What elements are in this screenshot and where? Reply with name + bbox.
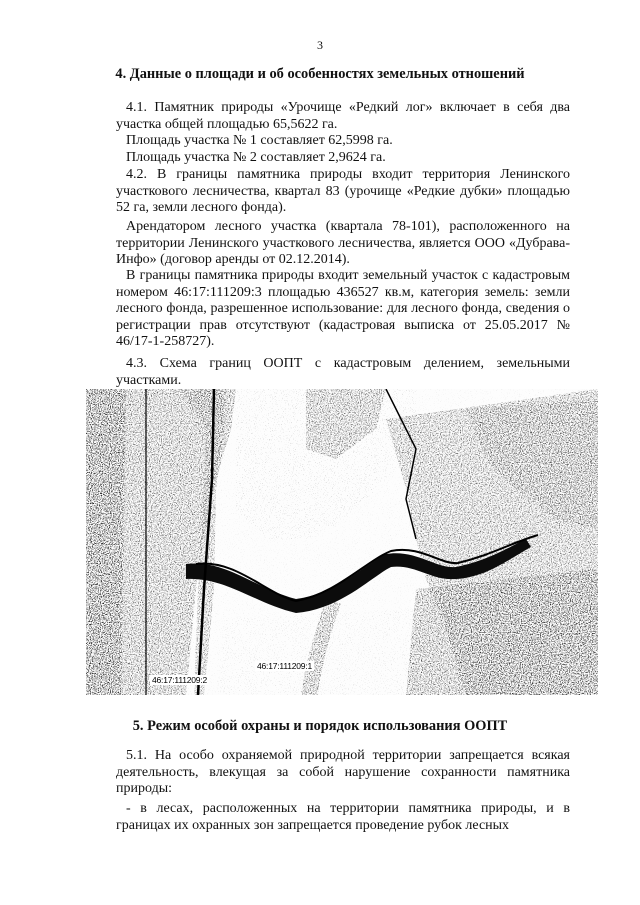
area-parcel-1: Площадь участка № 1 составляет 62,5998 га. [126,133,393,148]
list-item-forests [116,801,570,834]
map-image [86,389,598,695]
parcel-2-label: 46:17:111209:2 [152,675,208,685]
paragraph-tenant-text: Арендатором лесного участка (квартала 78-101), расположенного на территории Ленинского участкового лесничества, является ООО «Дубрава-Инфо» (договор аренды от 02.12.2014). [116,219,570,267]
boundary-map [86,389,598,695]
paragraph-4-3-text: 4.3. Схема границ ООПТ с кадастровым делением, земельными участками. [116,356,570,388]
paragraph-5-1 [116,748,570,798]
section-4-heading: 4. Данные о площади и об особенностях земельных отношений [115,66,525,82]
parcel-1-label: 46:17:111209:1 [257,661,313,671]
paragraph-4-2 [116,167,570,217]
list-item-forests-text: - в лесах, расположенных на территории памятника природы, и в границах их охранных зон запрещается проведение рубок лесных [116,801,570,833]
paragraph-4-2-text: 4.2. В границы памятника природы входит территория Ленинского участкового лесничества, квартал 83 (урочище «Редкие дубки» площадью 52 га, земли лесного фонда). [116,167,570,215]
paragraph-5-1-text: 5.1. На особо охраняемой природной территории запрещается всякая деятельность, влекущая за собой нарушение сохранности памятника природы: [116,748,570,796]
section-5-heading: 5. Режим особой охраны и порядок использования ООПТ [132,718,508,734]
paragraph-4-3 [116,356,570,389]
page-number: 3 [317,38,323,52]
paragraph-4-1-text: 4.1. Памятник природы «Урочище «Редкий лог» включает в себя два участка общей площадью 65,5622 га. [116,100,570,132]
paragraph-tenant [116,219,570,269]
paragraph-4-1 [116,100,570,166]
paragraph-cadastre [116,268,570,351]
paragraph-cadastre-text: В границы памятника природы входит земельный участок с кадастровым номером 46:17:111209:3 площадью 436527 кв.м, категория земель: земли лесного фонда, разрешенное использование: для лесного фонда, сведения о регистрации прав отсутствуют (кадастровая выписка от 25.05.2017 № 46/17-1-258727). [116,268,570,349]
area-parcel-2: Площадь участка № 2 составляет 2,9624 га. [126,149,386,165]
